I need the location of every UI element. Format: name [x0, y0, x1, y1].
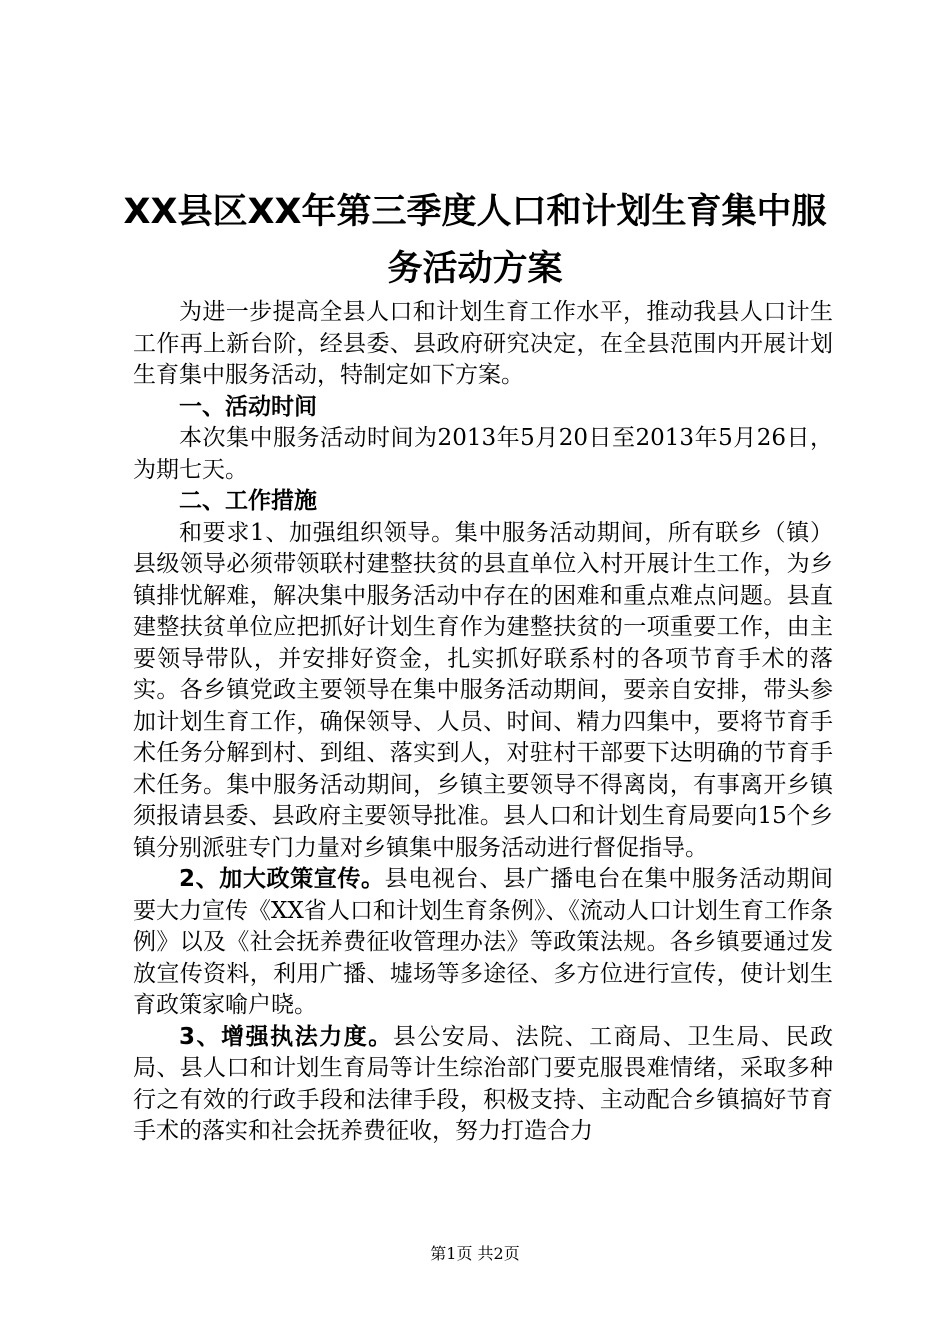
- page-footer: 第1页 共2页: [430, 1244, 520, 1263]
- section1-paragraph: 本次集中服务活动时间为2013年5月20日至2013年5月26日，为期七天。: [133, 425, 833, 483]
- intro-paragraph: 为进一步提高全县人口和计划生育工作水平，推动我县人口计生工作再上新台阶，经县委、县政府研究决定，在全县范围内开展计划生育集中服务活动，特制定如下方案。: [133, 299, 833, 388]
- document-body: [133, 297, 833, 1148]
- document-title-line1: XX县区XX年第三季度人口和计划生育集中服: [123, 192, 827, 232]
- item2-text: 县电视台、县广播电台在集中服务活动期间要大力宣传《XX省人口和计划生育条例》、《流动人口计划生育工作条例》以及《社会抚养费征收管理办法》等政策法规。各乡镇要通过发放宣传资料，利用广播、墟场等多途径、多方位进行宣传，使计划生育政策家喻户晓。: [133, 866, 833, 1018]
- item2-paragraph: [133, 864, 833, 1022]
- item3-lead: 3、增强执法力度。: [179, 1023, 393, 1050]
- section2-heading: 二、工作措施: [179, 488, 317, 514]
- document-title-line2: 务活动方案: [387, 249, 563, 289]
- item2-lead: 2、加大政策宣传。: [179, 866, 385, 892]
- section1-heading: 一、活动时间: [179, 393, 317, 420]
- section2-paragraph: 和要求1、加强组织领导。集中服务活动期间，所有联乡（镇）县级领导必须带领联村建整扶贫的县直单位入村开展计生工作，为乡镇排忧解难，解决集中服务活动中存在的困难和重点难点问题。县直建整扶贫单位应把抓好计划生育作为建整扶贫的一项重要工作，由主要领导带队，并安排好资金，扎实抓好联系村的各项节育手术的落实。各乡镇党政主要领导在集中服务活动期间，要亲自安排，带头参加计划生育工作，确保领导、人员、时间、精力四集中，要将节育手术任务分解到村、到组、落实到人，对驻村干部要下达明确的节育手术任务。集中服务活动期间，乡镇主要领导不得离岗，有事离开乡镇须报请县委、县政府主要领导批准。县人口和计划生育局要向15个乡镇分别派驻专门力量对乡镇集中服务活动进行督促指导。: [133, 519, 833, 861]
- item3-text: 县公安局、法院、工商局、卫生局、民政局、县人口和计划生育局等计生综治部门要克服畏难情绪，采取多种行之有效的行政手段和法律手段，积极支持、主动配合乡镇搞好节育手术的落实和社会抚养费征收，努力打造合力: [133, 1023, 834, 1144]
- item3-paragraph: [133, 1022, 833, 1148]
